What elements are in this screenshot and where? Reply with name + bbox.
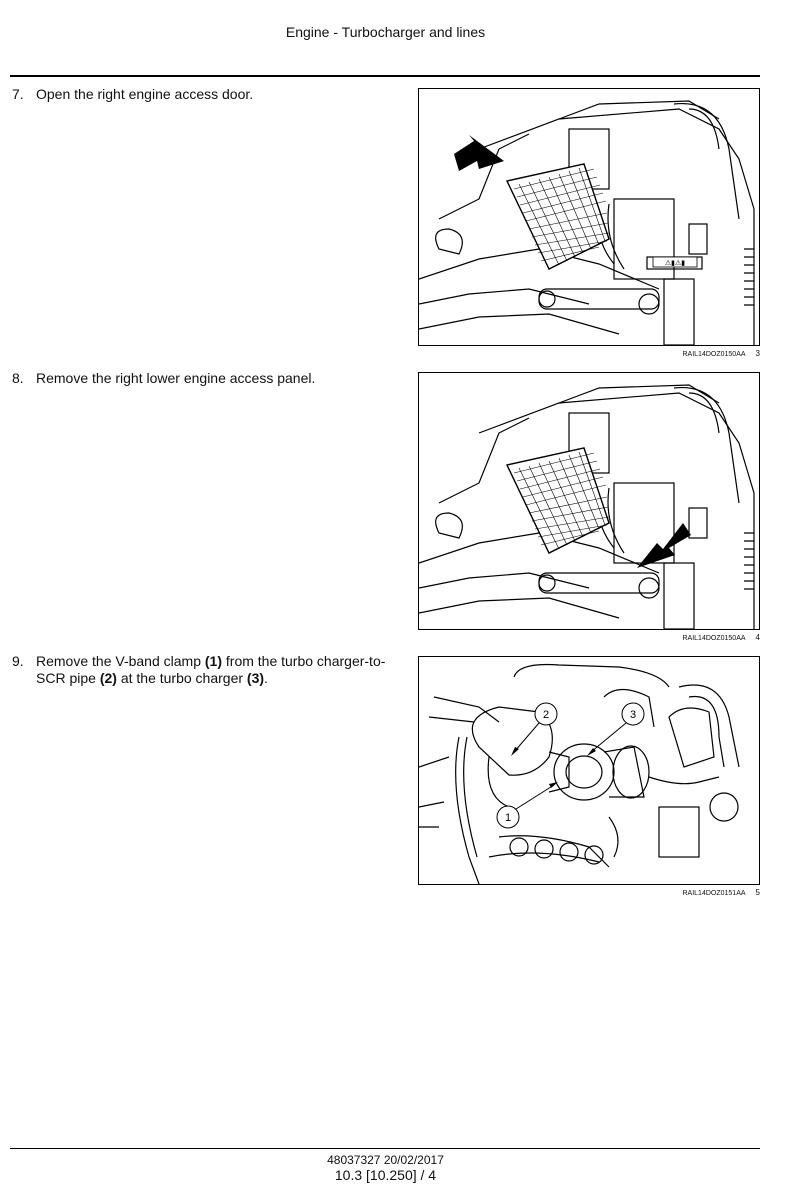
callout-ref-1: (1) — [204, 653, 222, 669]
decal-label: ⚠▮⚠▮ — [664, 259, 686, 267]
arrow-icon — [637, 523, 691, 568]
page-footer — [0, 1153, 771, 1183]
callout-ref-2: (2) — [99, 670, 117, 686]
step-9 — [12, 653, 397, 687]
step-8 — [12, 370, 397, 387]
figure-4-caption — [418, 633, 760, 642]
footer-rule — [10, 1148, 760, 1149]
step-text: Open the right engine access door. — [36, 86, 254, 102]
step-number: 8. — [12, 370, 24, 386]
callout-label: 1 — [504, 812, 512, 824]
arrow-icon — [454, 135, 504, 171]
dozer-engine-door-illustration — [419, 89, 759, 345]
callout-label: 3 — [629, 709, 637, 721]
figure-code: RAIL14DOZ0150AA — [682, 351, 746, 358]
step-text-part: from the turbo charger-to-SCR pipe — [36, 653, 386, 686]
step-number: 7. — [12, 86, 24, 102]
callout-ref-3: (3) — [246, 670, 265, 686]
callout-3 — [587, 703, 644, 756]
figure-3 — [418, 88, 760, 346]
figure-number: 4 — [755, 633, 760, 642]
document-reference: 48037327 20/02/2017 — [327, 1153, 444, 1167]
header-rule — [10, 75, 760, 77]
step-text: Remove the right lower engine access panel. — [36, 370, 316, 386]
step-text-part: at the turbo charger — [116, 670, 247, 686]
callout-label: 2 — [542, 709, 550, 721]
page-header: Engine - Turbocharger and lines — [285, 24, 486, 40]
turbocharger-closeup-illustration — [419, 657, 759, 884]
step-text-part: Remove the V-band clamp — [36, 653, 205, 669]
page-number: 10.3 [10.250] / 4 — [334, 1167, 437, 1183]
step-number: 9. — [12, 653, 24, 669]
open-access-door — [507, 448, 609, 553]
figure-number: 3 — [755, 349, 760, 358]
figure-4 — [418, 372, 760, 630]
dozer-lower-panel-illustration — [419, 373, 759, 629]
access-door — [507, 164, 609, 269]
step-text — [36, 653, 391, 687]
figure-number: 5 — [755, 888, 760, 897]
figure-code: RAIL14DOZ0151AA — [682, 890, 746, 897]
callout-1 — [497, 782, 558, 828]
figure-code: RAIL14DOZ0150AA — [682, 635, 746, 642]
figure-5-caption — [418, 888, 760, 897]
step-7 — [12, 86, 397, 103]
figure-5 — [418, 656, 760, 885]
step-text-part: . — [264, 670, 268, 686]
figure-3-caption — [418, 349, 760, 358]
